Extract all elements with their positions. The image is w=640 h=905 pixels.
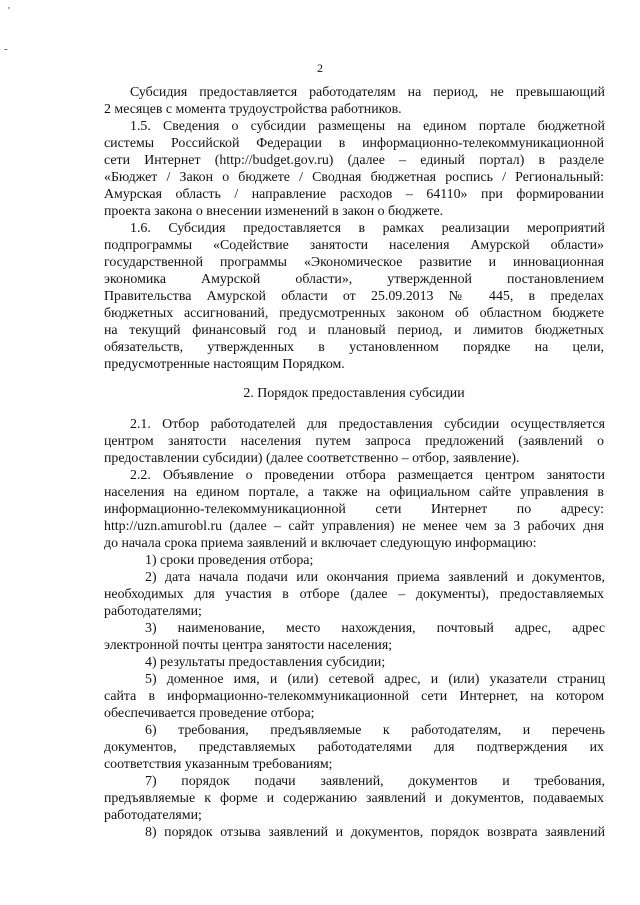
text-line: населения на едином портале, а также на официальном сайте управления в (104, 485, 604, 500)
text-line: 3) наименование, место нахождения, почтовый адрес, адрес (145, 621, 605, 636)
text-line: на текущий финансовый год и плановый период, и лимитов бюджетных (104, 323, 604, 338)
text-line: 8) порядок отзыва заявлений и документов, порядок возврата заявлений (145, 825, 605, 840)
text-line: обязательств, утвержденных в установленном порядке на цели, (104, 340, 604, 355)
text-line: предусмотренные настоящим Порядком. (104, 357, 345, 372)
text-line: работодателями; (104, 808, 202, 823)
text-line: необходимых для участия в отборе (далее – документы), предоставляемых (104, 587, 604, 602)
text-line: 1.5. Сведения о субсидии размещены на едином портале бюджетной (130, 119, 605, 134)
text-line: «Бюджет / Закон о бюджете / Сводная бюджетная роспись / Региональный: (104, 170, 604, 185)
text-line: проекта закона о внесении изменений в закон о бюджете. (104, 204, 444, 219)
text-line: предоставлении субсидии) (далее соответственно – отбор, заявление). (104, 451, 520, 466)
text-line: Правительства Амурской области от 25.09.2013 № 445, в пределах (104, 289, 604, 304)
text-line: информационно-телекоммуникационной сети Интернет по адресу: (104, 502, 604, 517)
text-line: работодателями; (104, 604, 202, 619)
text-line: http://uzn.amurobl.ru (далее – сайт управления) не менее чем за 3 рабочих дня (104, 519, 604, 534)
text-line: бюджетных ассигнований, предусмотренных законом об областном бюджете (104, 306, 604, 321)
page-number: 2 (317, 61, 323, 75)
text-line: 4) результаты предоставления субсидии; (145, 655, 386, 670)
text-line: 7) порядок подачи заявлений, документов и требования, (145, 774, 605, 789)
text-line: центром занятости населения путем запроса предложений (заявлений о (104, 434, 604, 449)
text-line: Амурская область / направление расходов – 64110» при формировании (104, 187, 604, 202)
text-line: 2.2. Объявление о проведении отбора размещается центром занятости (130, 468, 605, 483)
text-line: экономика Амурской области», утвержденной постановлением (104, 272, 604, 287)
text-line: электронной почты центра занятости населения; (104, 638, 393, 653)
text-line: обеспечивается проведение отбора; (104, 706, 315, 721)
text-line: соответствия указанным требованиям; (104, 757, 333, 772)
text-line: 2.1. Отбор работодателей для предоставления субсидии осуществляется (130, 417, 605, 432)
text-line: предъявляемые к форме и содержанию заявлений и документов, подаваемых (104, 791, 604, 806)
text-line: 6) требования, предъявляемые к работодателям, и перечень (145, 723, 605, 738)
text-line: государственной программы «Экономическое развитие и инновационная (104, 255, 604, 270)
text-line: документов, представляемых работодателями для подтверждения их (104, 740, 604, 755)
section-heading: 2. Порядок предоставления субсидии (243, 386, 465, 401)
text-line: 1) сроки проведения отбора; (145, 553, 314, 568)
text-line: Субсидия предоставляется работодателям на период, не превышающий (130, 85, 605, 100)
text-line: системы Российской Федерации в информационно-телекоммуникационной (104, 136, 604, 151)
scan-mark: ' (8, 5, 10, 17)
scan-mark: - (4, 43, 8, 55)
text-line: сайта в информационно-телекоммуникационной сети Интернет, на котором (104, 689, 604, 704)
text-line: сети Интернет (http://budget.gov.ru) (далее – единый портал) в разделе (104, 153, 604, 168)
text-line: до начала срока приема заявлений и включает следующую информацию: (104, 536, 537, 551)
text-line: 5) доменное имя, и (или) сетевой адрес, и (или) указатели страниц (145, 672, 605, 687)
text-line: 1.6. Субсидия предоставляется в рамках реализации мероприятий (130, 221, 605, 236)
text-line: 2) дата начала подачи или окончания приема заявлений и документов, (145, 570, 605, 585)
text-line: 2 месяцев с момента трудоустройства работников. (104, 102, 402, 117)
text-line: подпрограммы «Содействие занятости населения Амурской области» (104, 238, 604, 253)
